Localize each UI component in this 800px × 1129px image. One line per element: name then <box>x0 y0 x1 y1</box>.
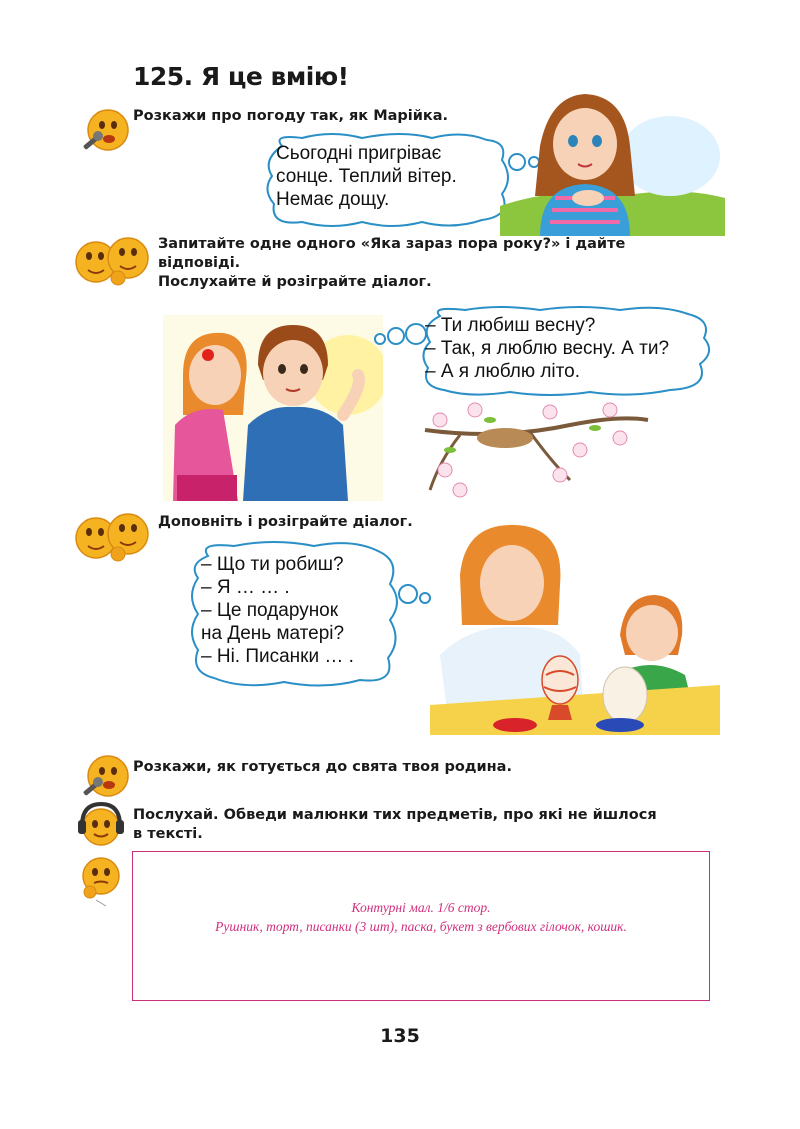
task-1-text: Розкажи про погоду так, як Марійка. <box>133 108 449 124</box>
bubble-line: – Що ти робиш? <box>201 554 344 575</box>
task-2-line <box>158 235 713 254</box>
pair-emoji-icon <box>72 234 154 290</box>
bubble-line: – Ні. Писанки … . <box>201 646 354 667</box>
task-2-line-2: відповіді. <box>158 255 241 271</box>
image-placeholder-frame <box>132 851 710 1001</box>
speaker-emoji-icon <box>74 750 132 806</box>
bubble-2-text <box>425 314 669 383</box>
task-5-line-2: в тексті. <box>133 826 203 842</box>
bubble-line: – Так, я люблю весну. А ти? <box>425 338 670 359</box>
bubble-line: на День матері? <box>201 623 345 644</box>
task-5-line-1: Послухай. Обведи малюнки тих предметів, про які не йшлося <box>133 807 657 823</box>
placeholder-line-2: Рушник, торт, писанки (3 шт), паска, букет з вербових гілочок, кошик. <box>215 919 627 934</box>
bubble-1-text <box>276 142 457 211</box>
thinking-emoji-icon <box>76 852 126 908</box>
bubble-line: – Я … … . <box>201 577 290 598</box>
page-title: 125. Я це вмію! <box>133 62 349 91</box>
bubble-line: – Це подарунок <box>201 600 339 621</box>
bubble-line: Немає дощу. <box>276 189 390 210</box>
placeholder-line-1: Контурні мал. 1/6 стор. <box>351 900 491 915</box>
girl-illustration <box>500 86 725 236</box>
task-2-line-3: Послухайте й розіграйте діалог. <box>158 274 432 290</box>
placeholder-note <box>133 898 709 936</box>
painting-eggs-illustration <box>420 515 720 735</box>
bubble-line: сонце. Теплий вітер. <box>276 166 457 187</box>
pair-emoji-icon <box>72 510 154 566</box>
task-3-text: Доповніть і розіграйте діалог. <box>158 514 413 530</box>
task-2-text <box>158 235 713 292</box>
blossom-branch-illustration <box>420 390 650 500</box>
bubble-3-text <box>201 553 354 668</box>
page-number: 135 <box>380 1025 420 1047</box>
headphones-emoji-icon <box>76 800 126 850</box>
bubble-line: – Ти любиш весну? <box>425 315 596 336</box>
task-5-text <box>133 806 713 844</box>
task-2-line-1: Запитайте одне одного «Яка зараз пора року?» і дайте <box>158 236 626 252</box>
bubble-line: – А я люблю літо. <box>425 361 580 382</box>
children-spring-illustration <box>163 305 383 501</box>
speaker-emoji-icon <box>74 104 132 160</box>
task-4-text: Розкажи, як готується до свята твоя родина. <box>133 759 512 775</box>
bubble-line: Сьогодні пригріває <box>276 143 442 164</box>
